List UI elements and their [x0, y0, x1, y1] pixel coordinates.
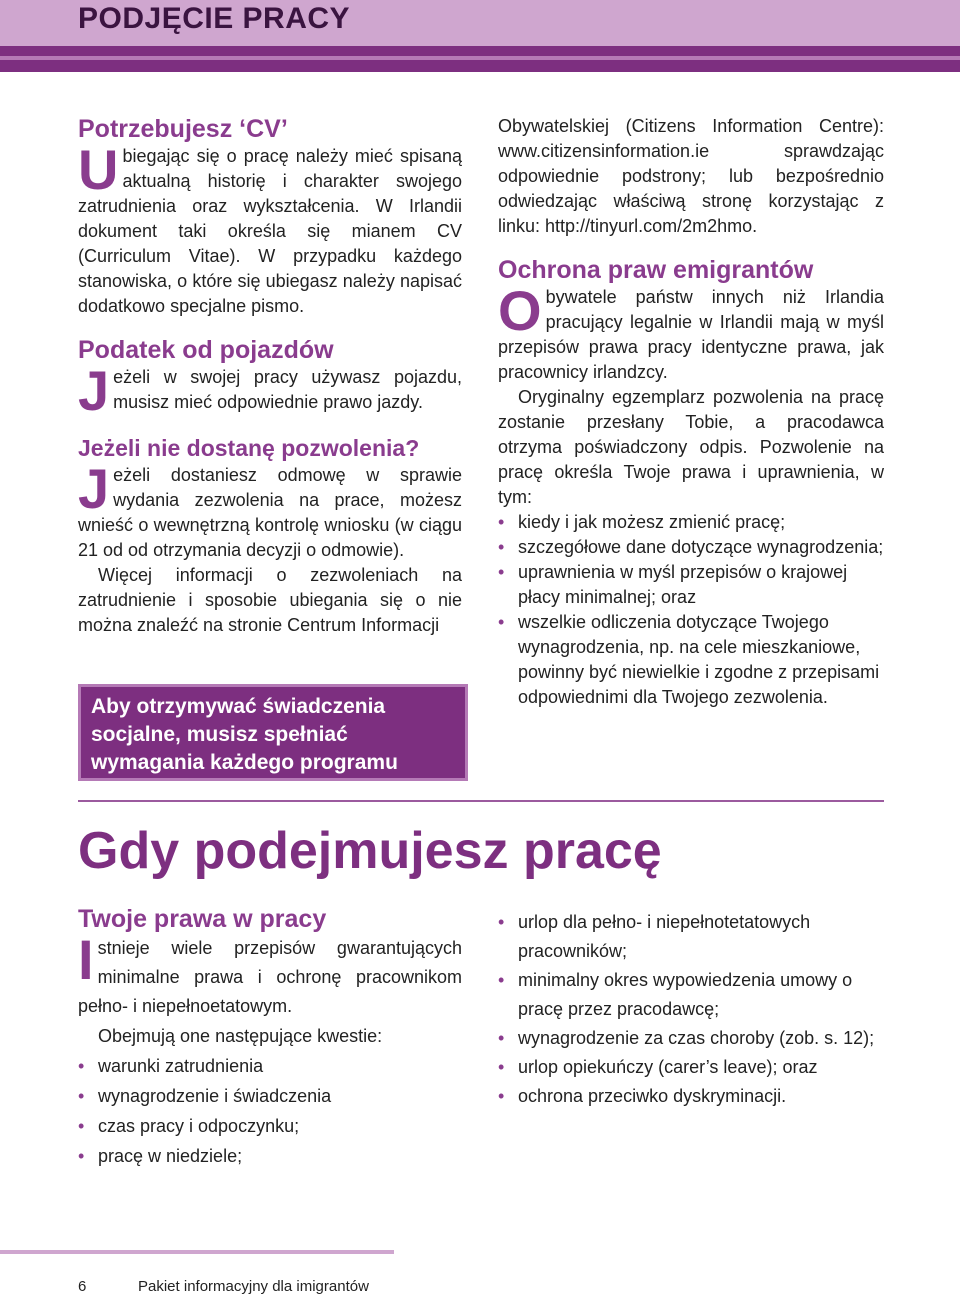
cv-text: biegając się o pracę należy mieć spisaną aktualną historię i charakter swojego zatrudnienia oraz wykształcenia. W Irlandii dokument taki określa się mianem CV (Curriculum Vitae). W przypadku każdego stanowiska, o które się ubiegasz należy napisać dodatkowo specjalne pismo. [78, 146, 462, 316]
header-stripe-accent [0, 56, 960, 60]
list-item: • pracę w niedziele; [78, 1141, 462, 1171]
migrant-rights-dropcap: O [498, 279, 542, 342]
bullet-icon: • [78, 1086, 85, 1106]
list-item: • czas pracy i odpoczynku; [78, 1111, 462, 1141]
vehicle-tax-text: eżeli w swojej pracy używasz pojazdu, musisz mieć odpowiednie prawo jazdy. [113, 367, 462, 412]
list-item: • urlop opiekuńczy (carer’s leave); oraz [498, 1053, 884, 1082]
migrant-rights-paragraph [498, 279, 884, 385]
footer-title: Pakiet informacyjny dla imigrantów [138, 1278, 369, 1295]
callout-box: Aby otrzymywać świadczenia socjalne, musisz spełniać wymagania każdego programu [78, 684, 468, 781]
work-rights-text: stnieje wiele przepisów gwarantujących minimalne prawa i ochronę pracownikom pełno- i niepełnoetatowym. [78, 938, 462, 1016]
right-column-bottom [498, 908, 884, 1111]
list-item: • wynagrodzenie za czas choroby (zob. s. 12); [498, 1024, 884, 1053]
list-item: • kiedy i jak możesz zmienić pracę; [498, 510, 884, 535]
bullet-icon: • [498, 612, 505, 632]
work-rights-list-left [78, 1051, 462, 1171]
no-permit-dropcap: J [78, 457, 110, 520]
no-permit-text: eżeli dostaniesz odmowę w sprawie wydania zezwolenia na prace, możesz wnieść o wewnętrzną kontrolę wniosku (w ciągu 21 od od otrzymania decyzji o odmowie). [78, 465, 462, 560]
bullet-icon: • [78, 1056, 85, 1076]
work-rights-list-right [498, 908, 884, 1111]
citizens-info-paragraph: Obywatelskiej (Citizens Information Centre): www.citizensinformation.ie sprawdzając odpowiednie podstrony; lub bezpośrednio odwiedzając właściwą stronę korzystając z linku: http://tinyurl.com/2m2hmo. [498, 116, 884, 236]
bullet-icon: • [498, 512, 505, 532]
bullet-icon: • [498, 1028, 505, 1048]
bullet-icon: • [78, 1146, 85, 1166]
section-divider [78, 800, 884, 802]
right-column-top [498, 114, 884, 710]
bullet-icon: • [498, 970, 505, 990]
footer-rule [0, 1250, 394, 1254]
bullet-icon: • [78, 1116, 85, 1136]
bullet-icon: • [498, 562, 505, 582]
list-item: • wynagrodzenie i świadczenia [78, 1081, 462, 1111]
list-item: • ochrona przeciwko dyskryminacji. [498, 1082, 884, 1111]
list-item: • wszelkie odliczenia dotyczące Twojego wynagrodzenia, np. na cele mieszkaniowe, powinny być niewielkie i zgodne z przepisami odpowiednimi dla Twojego zezwolenia. [498, 612, 880, 707]
no-permit-heading: Jeżeli nie dostanę pozwolenia? [78, 435, 420, 461]
migrant-rights-heading: Ochrona praw emigrantów [498, 256, 814, 284]
left-column-bottom [78, 904, 462, 1171]
vehicle-tax-dropcap: J [78, 359, 110, 422]
cv-heading: Potrzebujesz ‘CV’ [78, 115, 288, 143]
migrant-rights-text: bywatele państw innych niż Irlandia pracujący legalnie w Irlandii mają w myśl przepisów prawa pracy identyczne prawa, jak pracownicy irlandzcy. [498, 287, 884, 382]
work-rights-paragraph-2: Obejmują one następujące kwestie: [98, 1026, 383, 1046]
list-item: • minimalny okres wypowiedzenia umowy o pracę przez pracodawcę; [498, 966, 884, 1024]
no-permit-paragraph-2: Więcej informacji o zezwoleniach na zatrudnienie i sposobie ubiegania się o nie można znaleźć na stronie Centrum Informacji [78, 565, 462, 635]
section-title: Gdy podejmujesz pracę [78, 822, 662, 880]
list-item: • warunki zatrudnienia [78, 1051, 462, 1081]
page-number: 6 [78, 1278, 87, 1295]
bullet-icon: • [498, 1086, 505, 1106]
bullet-icon: • [498, 1057, 505, 1077]
cv-dropcap: U [78, 138, 119, 201]
left-column-top [78, 114, 462, 638]
cv-paragraph [78, 138, 462, 319]
permit-rights-list [498, 510, 884, 710]
migrant-rights-paragraph-2: Oryginalny egzemplarz pozwolenia na pracę zostanie przesłany Tobie, a pracodawca otrzyma poświadczony odpis. Pozwolenie na pracę określa Twoje prawa i uprawnienia, w tym: [498, 387, 884, 507]
no-permit-paragraph [78, 457, 462, 563]
work-rights-dropcap: I [78, 928, 94, 991]
bullet-icon: • [498, 912, 505, 932]
vehicle-tax-heading: Podatek od pojazdów [78, 336, 334, 364]
bullet-icon: • [498, 537, 505, 557]
page-title: PODJĘCIE PRACY [78, 2, 351, 35]
work-rights-paragraph [78, 928, 462, 1021]
work-rights-heading: Twoje prawa w pracy [78, 905, 327, 933]
list-item: • szczegółowe dane dotyczące wynagrodzenia; [498, 535, 884, 560]
list-item: • urlop dla pełno- i niepełnotetatowych pracowników; [498, 908, 884, 966]
vehicle-tax-paragraph [78, 359, 462, 422]
list-item: • uprawnienia w myśl przepisów o krajowej płacy minimalnej; oraz [498, 562, 848, 607]
